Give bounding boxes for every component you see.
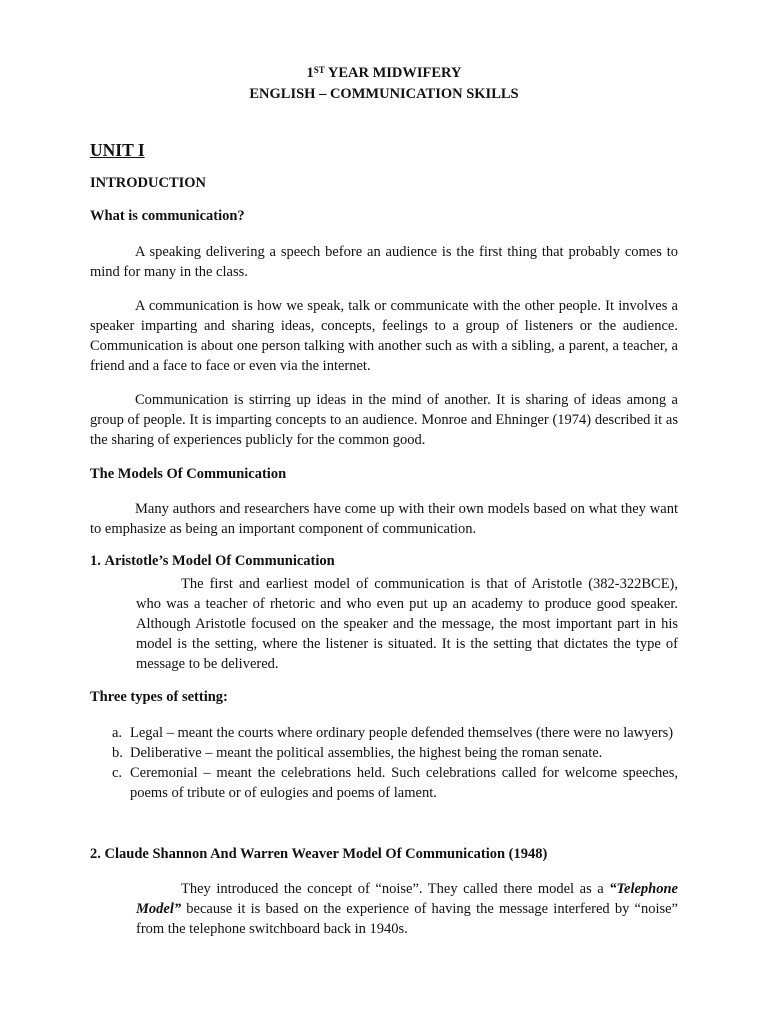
model-2-number: 2. [90, 846, 101, 862]
title-year-text: YEAR MIDWIFERY [324, 65, 462, 81]
paragraph-2 [90, 296, 678, 376]
model-1-title: Aristotle’s Model Of Communication [104, 553, 335, 569]
paragraph-4 [90, 499, 678, 539]
title-ordinal: ST [313, 65, 325, 75]
list-item-label: b. [112, 745, 123, 761]
model-2-heading [90, 846, 547, 863]
list-item-label: a. [112, 725, 123, 741]
list-item-text: Ceremonial – meant the celebrations held. Such celebrations called for welcome speeches, poems of tribute or of eulogies and poems of lament. [130, 765, 678, 801]
title-number: 1 [306, 65, 314, 81]
list-item [112, 763, 678, 803]
model-1-number: 1. [90, 553, 101, 569]
introduction-heading: INTRODUCTION [90, 175, 207, 191]
list-item-text: Deliberative – meant the political assemblies, the highest being the roman senate. [130, 745, 603, 761]
paragraph-1-text: A speaking delivering a speech before an audience is the first thing that probably comes to mind for many in the class. [90, 244, 678, 280]
document-title [0, 63, 768, 83]
list-item-label: c. [112, 765, 123, 781]
list-item [112, 743, 678, 763]
paragraph-1 [90, 242, 678, 282]
paragraph-3 [90, 390, 678, 450]
model-2-emphasis: “Telephone Model” [136, 881, 678, 917]
models-heading: The Models Of Communication [90, 466, 287, 482]
model-1-heading [90, 553, 335, 570]
model-2-title: Claude Shannon And Warren Weaver Model Of Communication (1948) [104, 846, 548, 862]
model-1-paragraph [136, 574, 678, 674]
list-item [112, 723, 678, 743]
paragraph-3-text: Communication is stirring up ideas in the mind of another. It is sharing of ideas among a group of people. It is imparting concepts to an audience. Monroe and Ehninger (1974) described it as the sharing of experiences publicly for the common good. [90, 392, 678, 448]
settings-heading: Three types of setting: [90, 689, 228, 705]
paragraph-2-text: A communication is how we speak, talk or communicate with the other people. It involves a speaker imparting and sharing ideas, concepts, feelings to a group of listeners or the audience. Communication is about one person talking with another such as with a sibling, a parent, a teacher, a friend and a face to face or even via the internet. [90, 298, 678, 374]
unit-heading: UNIT I [90, 140, 145, 160]
model-2-paragraph [136, 879, 678, 939]
settings-list [112, 723, 678, 803]
model-2-text-start: They introduced the concept of “noise”. They called there model as a [181, 881, 610, 897]
model-1-text: The first and earliest model of communication is that of Aristotle (382-322BCE), who was a teacher of rhetoric and who even put up an academy to produce good speaker. Although Aristotle focused on the speaker and the message, the most important part in his model is the setting, where the listener is situated. It is the setting that dictates the type of message to be delivered. [136, 576, 678, 672]
list-item-text: Legal – meant the courts where ordinary people defended themselves (there were no lawyers) [130, 725, 674, 741]
model-2-text-end: because it is based on the experience of having the message interfered by “noise” from the telephone switchboard back in 1940s. [136, 901, 678, 937]
paragraph-4-text: Many authors and researchers have come up with their own models based on what they want to emphasize as being an important component of communication. [90, 501, 678, 537]
what-is-communication-heading: What is communication? [90, 208, 245, 224]
document-subtitle: ENGLISH – COMMUNICATION SKILLS [249, 86, 519, 102]
